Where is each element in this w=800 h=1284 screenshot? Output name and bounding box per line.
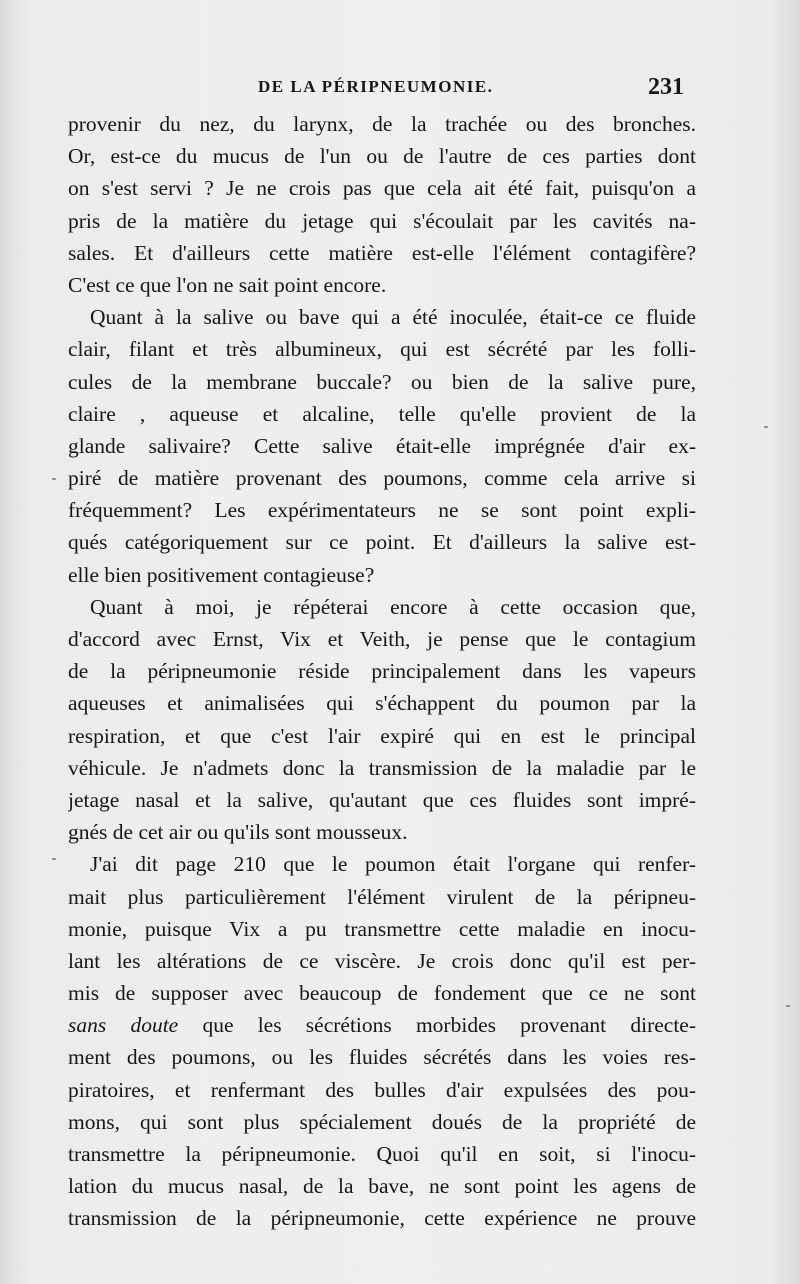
margin-speck	[52, 478, 56, 480]
text-line: transmission de la péripneumonie, cette expérience ne prouve	[68, 1206, 696, 1231]
text-line: jetage nasal et la salive, qu'autant que ces fluides sont impré-	[68, 787, 696, 812]
text-line-with-italic	[68, 1009, 696, 1041]
text-line: gnés de cet air ou qu'ils sont mousseux.	[68, 820, 408, 845]
page-number: 231	[648, 74, 684, 100]
page-header	[0, 72, 800, 102]
text-line: respiration, et que c'est l'air expiré qui en est le principal	[68, 723, 696, 748]
text-line: provenir du nez, du larynx, de la trachée ou des bronches.	[68, 112, 696, 136]
text-line: fréquemment? Les expérimentateurs ne se sont point expli-	[68, 498, 696, 523]
text-line: aqueuses et animalisées qui s'échappent du poumon par la	[68, 691, 696, 716]
text-line: véhicule. Je n'admets donc la transmission de la maladie par le	[68, 755, 696, 780]
text-line: d'accord avec Ernst, Vix et Veith, je pense que le contagium	[68, 627, 696, 651]
paragraph-start-line: Quant à moi, je répéterai encore à cette occasion que,	[90, 594, 696, 619]
text-line: clair, filant et très albumineux, qui est sécrété par les folli-	[68, 337, 696, 362]
text-line: ment des poumons, ou les fluides sécrétés dans les voies res-	[68, 1045, 696, 1070]
text-line: de la péripneumonie réside principalement dans les vapeurs	[68, 659, 696, 684]
text-line: pris de la matière du jetage qui s'écoulait par les cavités na-	[68, 208, 696, 233]
text-line: on s'est servi ? Je ne crois pas que cela ait été fait, puisqu'on a	[68, 176, 696, 201]
text-line-rest: que les sécrétions morbides provenant directe-	[202, 1013, 696, 1038]
text-line: qués catégoriquement sur ce point. Et d'ailleurs la salive est-	[68, 530, 696, 555]
text-line: glande salivaire? Cette salive était-elle imprégnée d'air ex-	[68, 433, 696, 458]
running-title: DE LA PÉRIPNEUMONIE.	[258, 77, 494, 96]
text-line: mait plus particulièrement l'élément virulent de la péripneu-	[68, 884, 696, 909]
text-line: sales. Et d'ailleurs cette matière est-elle l'élément contagifère?	[68, 240, 696, 265]
body-text	[68, 108, 696, 1235]
text-line: lant les altérations de ce viscère. Je crois donc qu'il est per-	[68, 948, 696, 973]
paragraph-start-line: Quant à la salive ou bave qui a été inoculée, était-ce ce fluide	[90, 305, 696, 330]
text-line: C'est ce que l'on ne sait point encore.	[68, 272, 387, 297]
text-line: piré de matière provenant des poumons, comme cela arrive si	[68, 466, 696, 491]
text-line: lation du mucus nasal, de la bave, ne sont point les agens de	[68, 1174, 696, 1199]
italic-phrase: sans doute	[68, 1013, 179, 1038]
text-line: transmettre la péripneumonie. Quoi qu'il en soit, si l'inocu-	[68, 1142, 696, 1166]
text-line: mons, qui sont plus spécialement doués de la propriété de	[68, 1109, 696, 1134]
text-line: claire , aqueuse et alcaline, telle qu'elle provient de la	[68, 401, 696, 426]
text-line: cules de la membrane buccale? ou bien de la salive pure,	[68, 369, 696, 394]
text-line: piratoires, et renfermant des bulles d'air expulsées des pou-	[68, 1077, 696, 1102]
text-line: mis de supposer avec beaucoup de fondement que ce ne sont	[68, 981, 696, 1006]
margin-speck	[52, 858, 56, 860]
paragraph-start-line: J'ai dit page 210 que le poumon était l'organe qui renfer-	[90, 852, 696, 877]
text-line: Or, est-ce du mucus de l'un ou de l'autre de ces parties dont	[68, 144, 696, 169]
margin-speck	[786, 1005, 790, 1007]
text-line: monie, puisque Vix a pu transmettre cette maladie en inocu-	[68, 916, 696, 941]
text-line: elle bien positivement contagieuse?	[68, 562, 375, 587]
margin-speck	[764, 426, 768, 428]
